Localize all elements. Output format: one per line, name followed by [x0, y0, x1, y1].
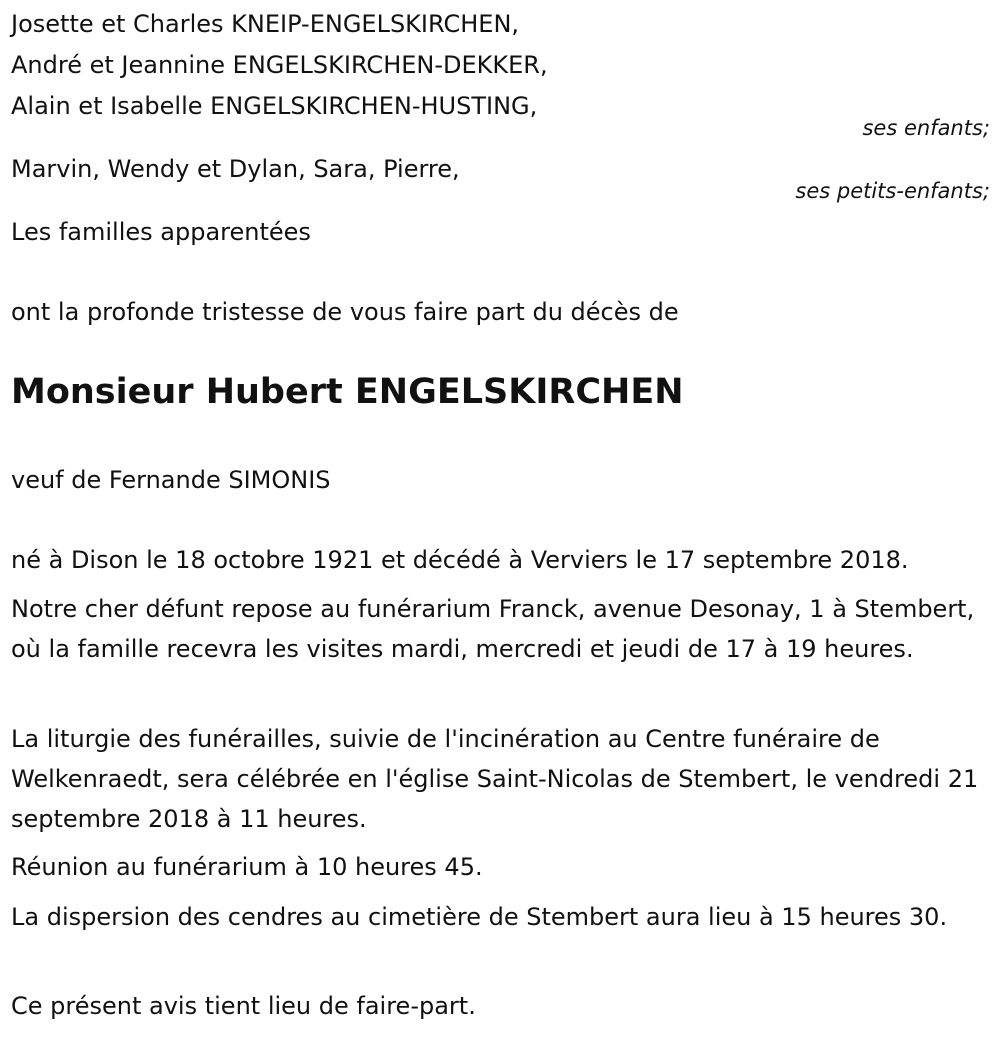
deceased-name: Monsieur Hubert ENGELSKIRCHEN [11, 372, 684, 412]
widower-line: veuf de Fernande SIMONIS [11, 466, 331, 494]
families-line: Les familles apparentées [11, 218, 311, 246]
liturgy-paragraph: La liturgie des funérailles, suivie de l'incinération au Centre funéraire de Welkenraedt, sera célébrée en l'église Saint-Nicolas de Stembert, le vendredi 21 septembre 2018 à 11 heures. [11, 725, 979, 833]
notice-paragraph: Ce présent avis tient lieu de faire-part. [11, 992, 476, 1020]
child-line-3: Alain et Isabelle ENGELSKIRCHEN-HUSTING, [11, 92, 538, 120]
birth-death-paragraph: né à Dison le 18 octobre 1921 et décédé à Verviers le 17 septembre 2018. [11, 546, 909, 574]
meeting-paragraph: Réunion au funérarium à 10 heures 45. [11, 853, 483, 881]
child-line-2: André et Jeannine ENGELSKIRCHEN-DEKKER, [11, 51, 548, 79]
funeral-home-paragraph: Notre cher défunt repose au funérarium Franck, avenue Desonay, 1 à Stembert, où la famille recevra les visites mardi, mercredi et jeudi de 17 à 19 heures. [11, 595, 975, 663]
grandchildren-label: ses petits-enfants; [795, 179, 990, 203]
ashes-paragraph: La dispersion des cendres au cimetière de Stembert aura lieu à 15 heures 30. [11, 903, 948, 931]
children-label: ses enfants; [862, 116, 990, 140]
grandchildren-line: Marvin, Wendy et Dylan, Sara, Pierre, [11, 155, 460, 183]
announcement-line: ont la profonde tristesse de vous faire part du décès de [11, 298, 679, 326]
child-line-1: Josette et Charles KNEIP-ENGELSKIRCHEN, [11, 10, 520, 38]
